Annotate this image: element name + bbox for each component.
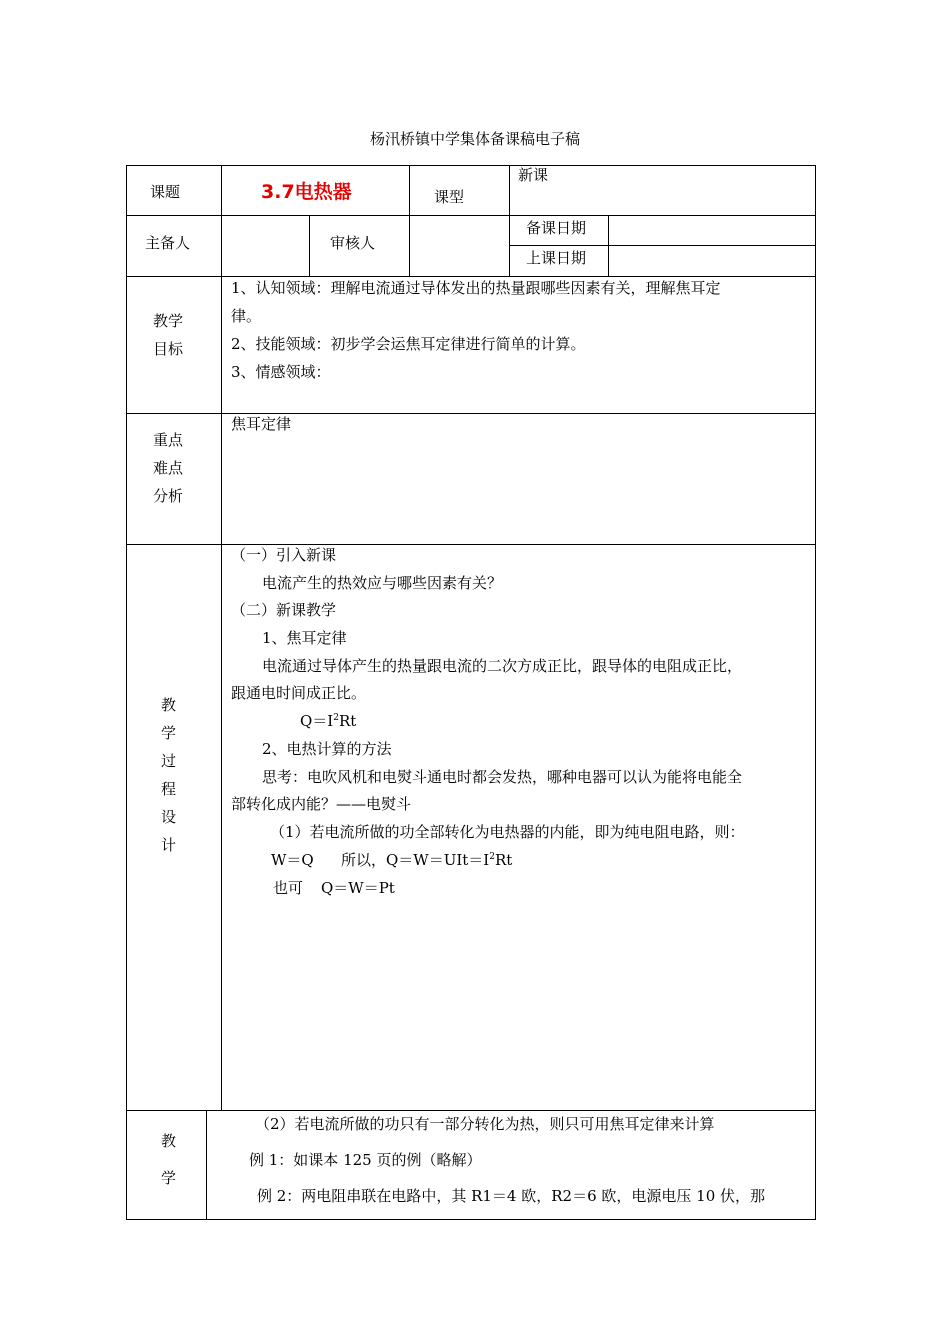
process-line: 思考：电吹风机和电熨斗通电时都会发热，哪种电器可以认为能将电能全 <box>262 768 743 786</box>
goals-label: 教学 <box>153 312 184 330</box>
process-label-char: 程 <box>161 780 177 798</box>
continuation-label-char: 学 <box>161 1169 177 1187</box>
goal-line: 2、技能领域：初步学会运焦耳定律进行简单的计算。 <box>231 335 586 353</box>
table-rule <box>221 165 222 1110</box>
process-line: （1）若电流所做的功全部转化为电热器的内能，即为纯电阻电路，则： <box>270 823 745 841</box>
prep-date-label: 备课日期 <box>526 219 587 237</box>
table-rule <box>126 1110 816 1111</box>
continuation-line: 例 1：如课本 125 页的例（略解） <box>249 1151 482 1169</box>
table-rule <box>126 276 816 277</box>
table-rule <box>206 1110 207 1220</box>
goals-label: 目标 <box>153 340 184 358</box>
table-rule <box>126 413 816 414</box>
formula: Q＝W＝Pt <box>321 879 395 897</box>
class-date-label: 上课日期 <box>526 249 587 267</box>
table-border-bottom <box>126 1219 816 1220</box>
key-points-content: 焦耳定律 <box>231 415 292 433</box>
process-label-char: 计 <box>161 836 177 854</box>
process-label-char: 过 <box>161 752 177 770</box>
table-rule <box>126 544 816 545</box>
table-rule <box>409 165 410 276</box>
reviewer-label: 审核人 <box>330 234 376 252</box>
lesson-type-value: 新课 <box>518 166 549 184</box>
process-line: 2、电热计算的方法 <box>262 740 392 758</box>
process-line: 1、焦耳定律 <box>262 629 347 647</box>
table-rule <box>509 245 816 246</box>
formula: W＝Q <box>271 851 314 869</box>
process-line: 也可 <box>273 879 304 897</box>
key-points-label: 重点 <box>153 431 184 449</box>
topic-label: 课题 <box>150 183 181 201</box>
process-line: （一）引入新课 <box>231 546 337 564</box>
process-label-char: 设 <box>161 808 177 826</box>
process-line: （二）新课教学 <box>231 601 337 619</box>
process-line: 部转化成内能？——电熨斗 <box>231 795 412 813</box>
continuation-line: 例 2：两电阻串联在电路中，其 R1＝4 欧，R2＝6 欧，电源电压 10 伏，那 <box>257 1187 766 1205</box>
table-border-top <box>126 165 816 166</box>
lesson-type-label: 课型 <box>434 188 465 206</box>
process-line: 电流通过导体产生的热量跟电流的二次方成正比，跟导体的电阻成正比， <box>262 657 743 675</box>
continuation-label-char: 教 <box>161 1132 177 1150</box>
formula: 所以，$Q=W=UIt=I^2Rt$ <box>341 851 513 869</box>
document-title: 杨汛桥镇中学集体备课稿电子稿 <box>369 130 580 148</box>
process-line: 跟通电时间成正比。 <box>231 684 367 702</box>
table-border-left <box>126 165 127 1220</box>
table-rule <box>509 165 510 276</box>
goal-line: 3、情感领域： <box>231 363 331 381</box>
table-border-right <box>815 165 816 1220</box>
key-points-label: 分析 <box>153 487 184 505</box>
preparer-label: 主备人 <box>145 234 191 252</box>
process-label-char: 教 <box>161 696 177 714</box>
process-label-char: 学 <box>161 724 177 742</box>
table-rule <box>309 215 310 276</box>
table-rule <box>126 215 816 216</box>
table-rule <box>608 215 609 276</box>
goal-line: 1、认知领域：理解电流通过导体发出的热量跟哪些因素有关，理解焦耳定 <box>231 279 721 297</box>
key-points-label: 难点 <box>153 459 184 477</box>
topic-value: 3.7电热器 <box>261 181 352 203</box>
process-line: 电流产生的热效应与哪些因素有关？ <box>262 574 503 592</box>
continuation-line: （2）若电流所做的功只有一部分转化为热，则只可用焦耳定律来计算 <box>255 1115 715 1133</box>
goal-line: 律。 <box>231 307 262 325</box>
formula: $Q=I^2Rt$ <box>300 712 357 730</box>
